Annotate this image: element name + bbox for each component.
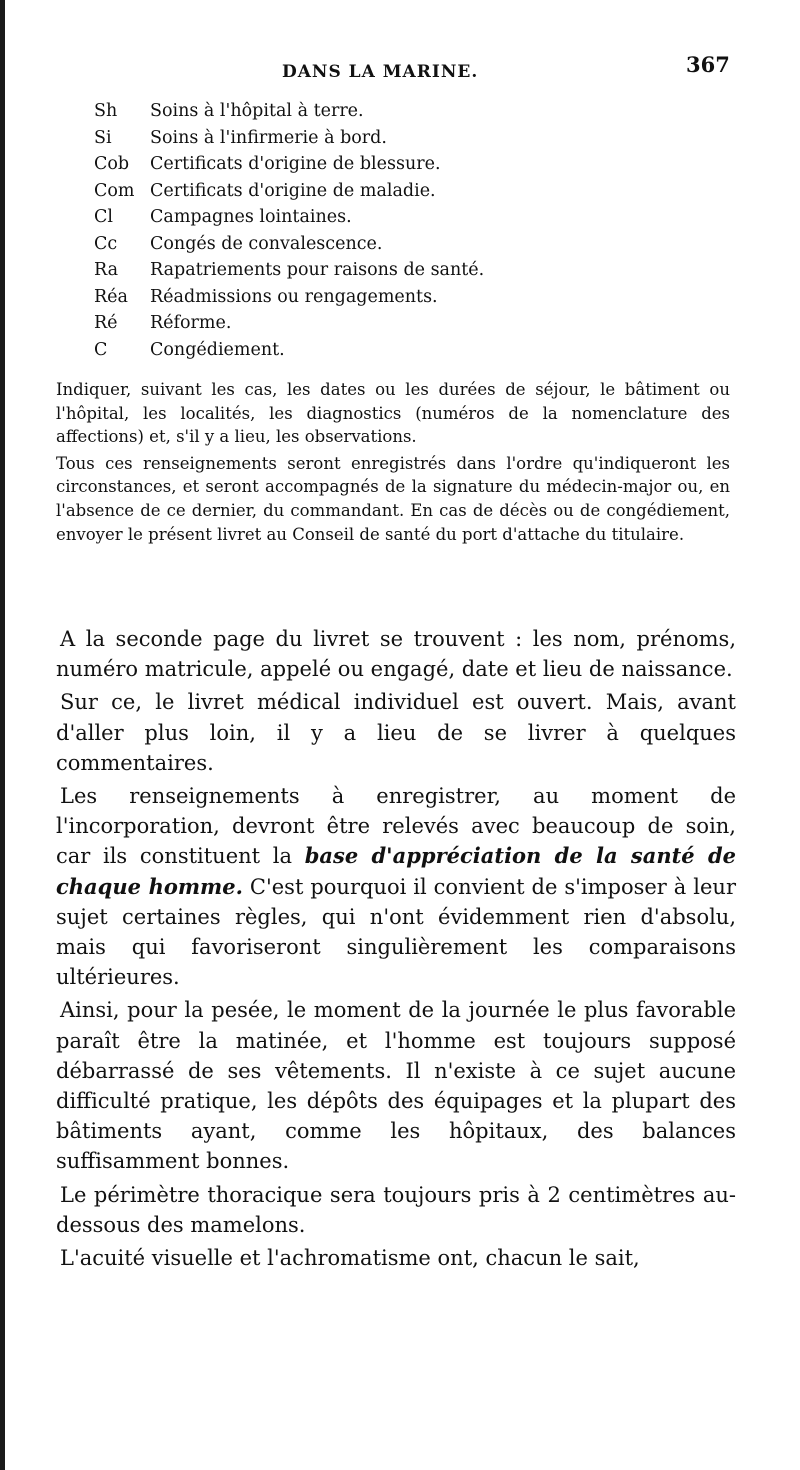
body-paragraph: L'acuité visuelle et l'achromatisme ont, chacun le sait, [60,1246,640,1271]
abbreviation-text: Congédiement. [150,339,285,360]
abbreviation-row [94,98,714,125]
abbreviation-text: Rapatriements pour raisons de santé. [150,260,485,280]
abbreviation-code: Réa [94,286,128,307]
body-text-run: Les renseignements à enregistrer, au moment de l'incorporation, devront être relevés avec beaucoup de soin, car ils constituent la [56,784,736,869]
body-paragraph [56,781,736,992]
abbreviation-text: Certificats d'origine de maladie. [150,180,436,201]
abbreviation-row [94,284,714,311]
body-paragraph: Sur ce, le livret médical individuel est ouvert. Mais, avant d'aller plus loin, il y a lieu de se livrer à quelques commentaires. [56,690,736,775]
abbreviation-row [94,231,714,258]
body-paragraph: Ainsi, pour la pesée, le moment de la journée le plus favorable paraît être la matinée, et l'homme est toujours supposé débarrassé de ses vêtements. Il n'existe à ce sujet aucune difficulté pratique, les dépôts des équipages et la plupart des bâtiments ayant, comme les hôpitaux, des balances suffisamment bonnes. [56,998,736,1174]
instructions-block [56,378,730,546]
abbreviation-code: C [94,339,108,360]
abbreviation-text: Soins à l'hôpital à terre. [150,101,364,121]
abbreviation-code: Cl [94,207,113,227]
abbreviation-text: Soins à l'infirmerie à bord. [150,127,387,148]
abbreviation-code: Ra [94,260,119,280]
abbreviation-row [94,125,714,152]
abbreviation-code: Cob [94,154,130,174]
body-paragraph: Le périmètre thoracique sera toujours pris à 2 centimètres au-dessous des mamelons. [56,1182,736,1237]
abbreviation-row [94,204,714,231]
abbreviation-code: Cc [94,233,118,254]
instruction-paragraph: Indiquer, suivant les cas, les dates ou les durées de séjour, le bâtiment ou l'hôpital, les localités, les diagnostics (numéros de la nomenclature des affections) et, s'il y a lieu, les observations. [56,380,730,447]
emphasized-phrase: base d'appréciation de la santé de chaque homme. [56,843,737,899]
instruction-paragraph: Tous ces renseignements seront enregistrés dans l'ordre qu'indiqueront les circonstances, et seront accompagnés de la signature du médecin-major ou, en l'absence de ce dernier, du commandant. En cas de décès ou de congédiement, envoyer le présent livret au Conseil de santé du port d'attache du titulaire. [56,453,730,544]
running-title: DANS LA MARINE. [282,62,479,82]
abbreviation-text: Campagnes lointaines. [150,207,352,227]
page-number: 367 [686,52,730,77]
abbreviation-code: Si [94,127,112,148]
page-edge [0,0,5,1470]
page-header [0,52,800,92]
abbreviation-text: Congés de convalescence. [150,233,383,254]
abbreviation-row [94,337,714,364]
abbreviation-text: Réadmissions ou rengagements. [150,286,438,307]
abbreviation-row [94,151,714,178]
abbreviation-text: Certificats d'origine de blessure. [150,154,441,174]
abbreviation-list [94,98,714,363]
abbreviation-row [94,178,714,205]
abbreviation-text: Réforme. [150,313,232,333]
abbreviation-row [94,257,714,284]
body-paragraph: A la seconde page du livret se trouvent : les nom, prénoms, numéro matricule, appelé ou engagé, date et lieu de naissance. [56,627,736,682]
abbreviation-row [94,310,714,337]
abbreviation-code: Com [94,180,135,201]
body-text-run: C'est pourquoi il convient de s'imposer à leur sujet certaines règles, qui n'ont évidemment rien d'absolu, mais qui favoriseront singulièrement les comparaisons ultérieures. [56,874,736,990]
abbreviation-code: Sh [94,101,118,121]
abbreviation-code: Ré [94,313,118,333]
body-text [56,624,736,1276]
